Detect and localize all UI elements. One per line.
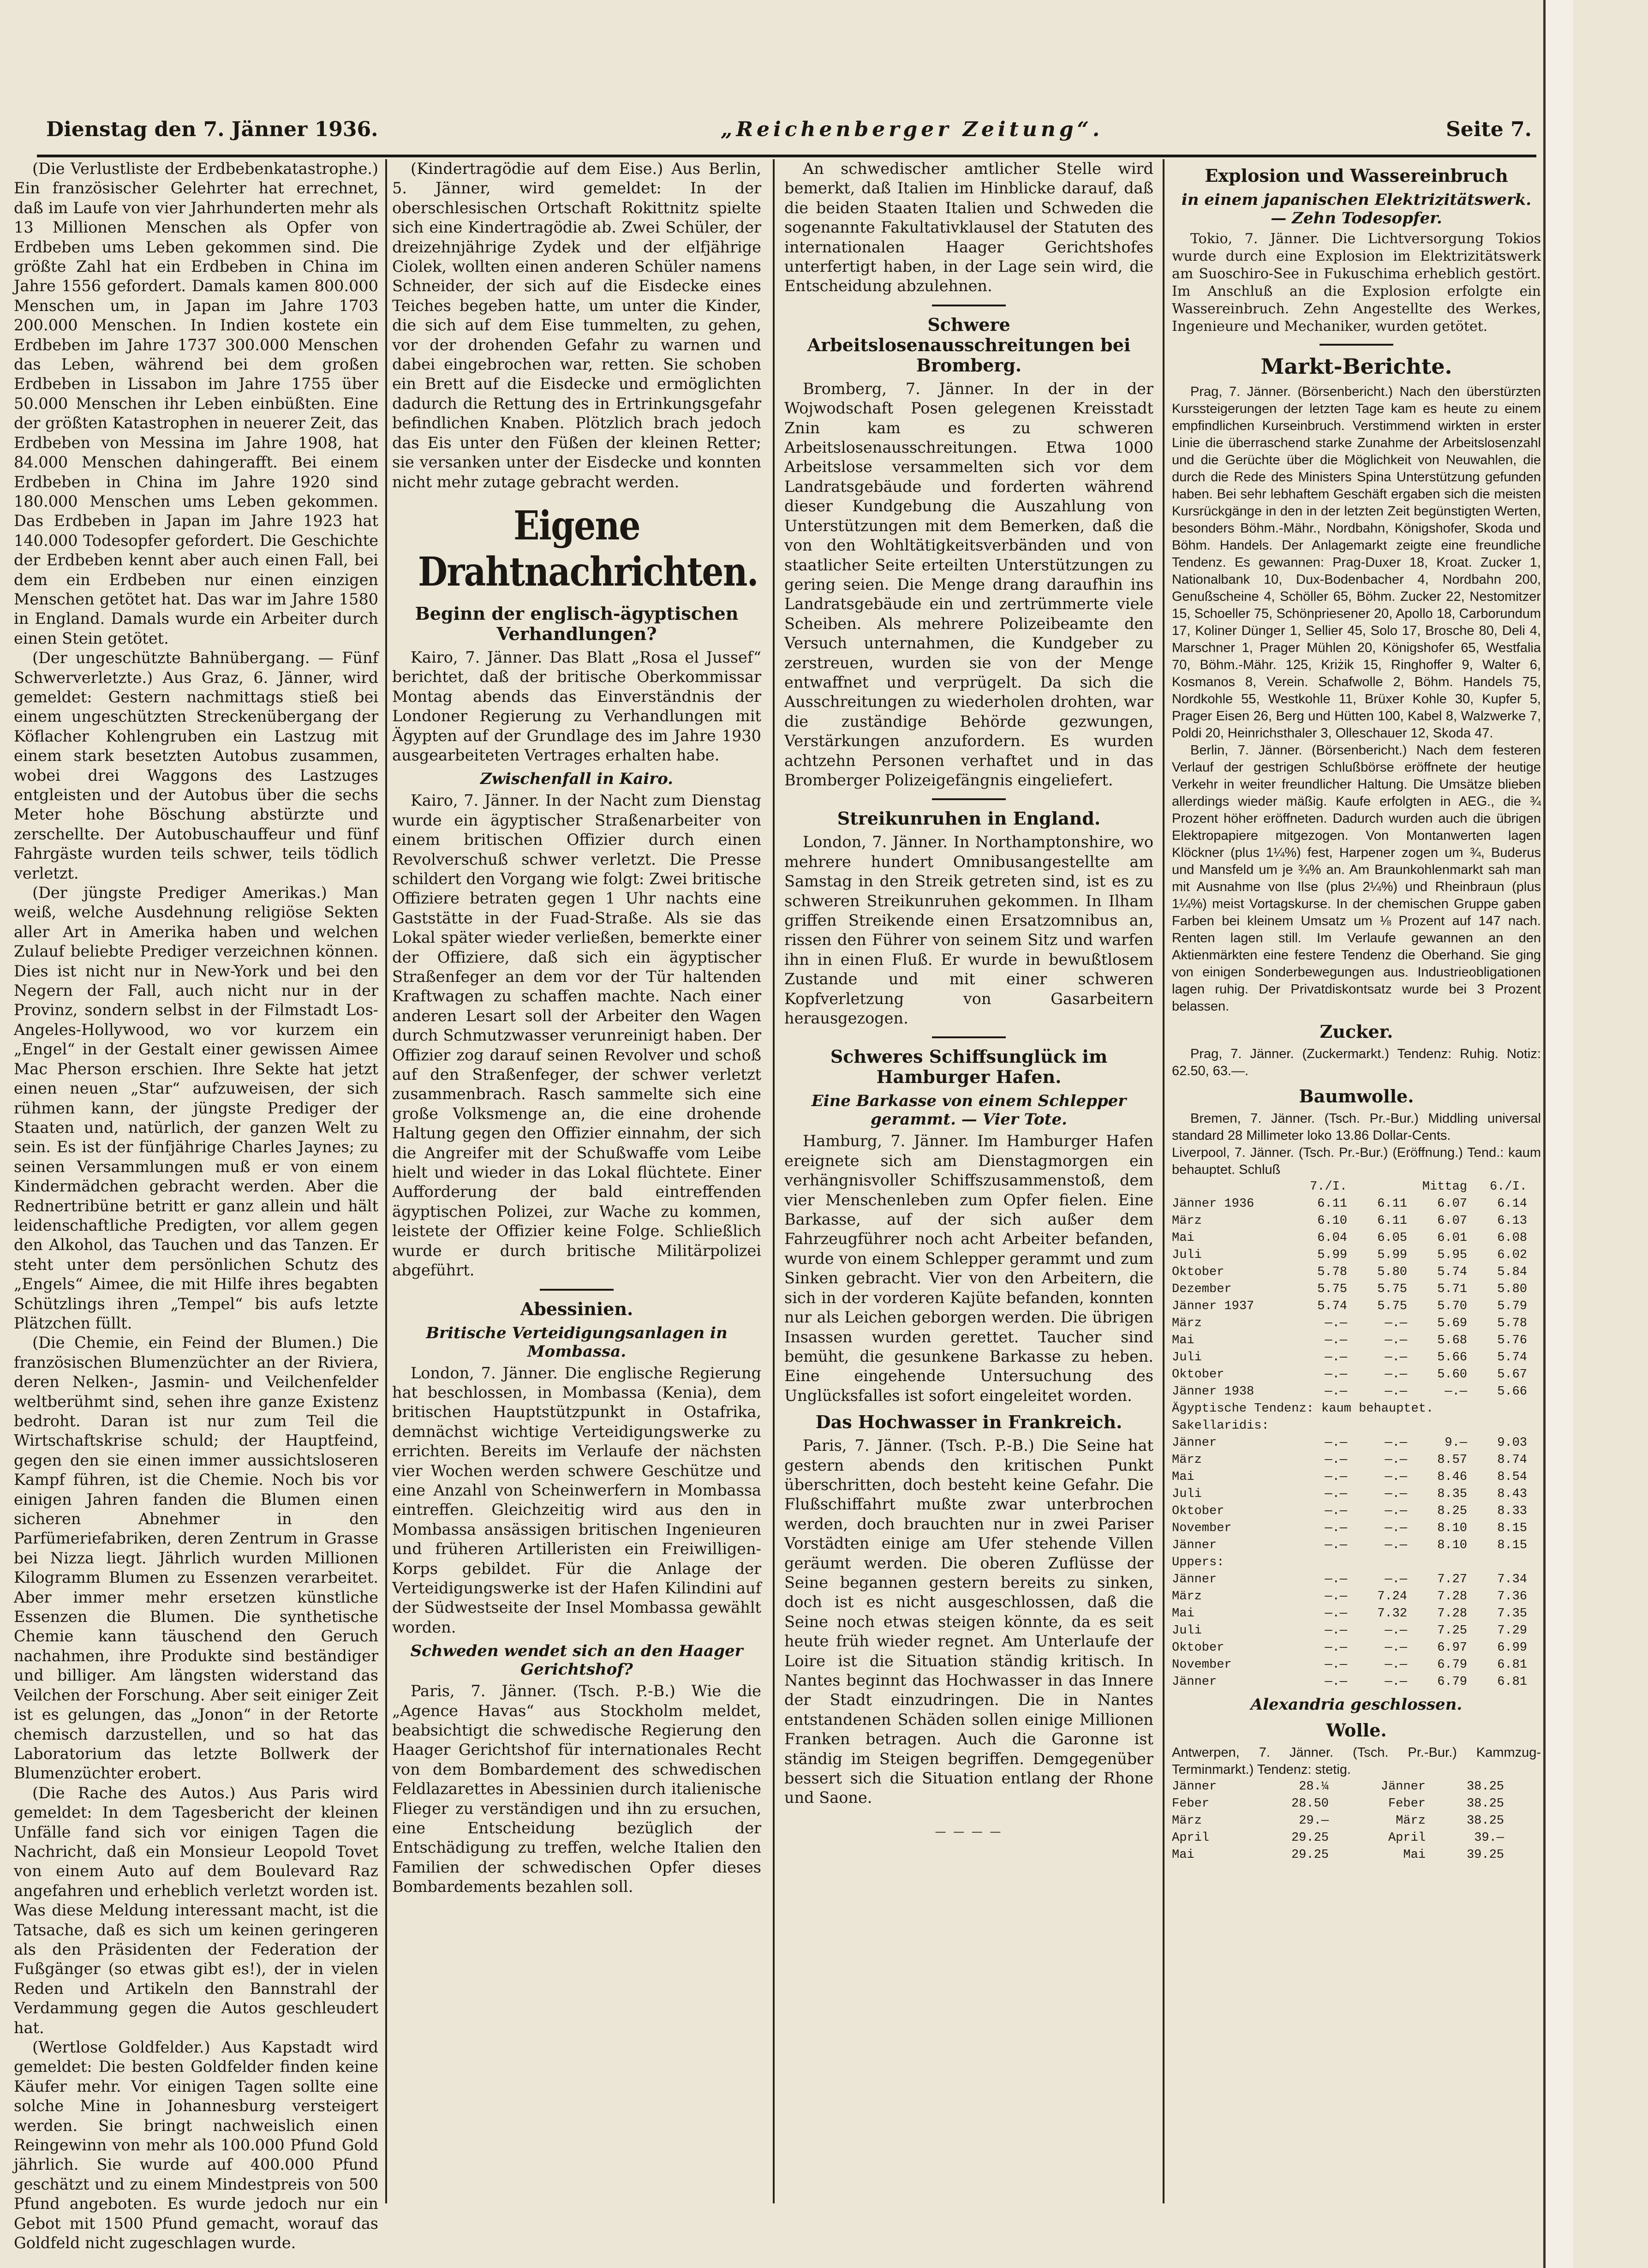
table-cell: Mai	[1172, 1607, 1194, 1621]
table-cell: April	[1388, 1831, 1426, 1845]
table-cell: 6.11	[1377, 1197, 1407, 1211]
article-mombasa: London, 7. Jänner. Die englische Regierung hat beschlossen, in Mombassa (Kenia), dem britischen Hauptstützpunkt in Ostafrika, demnächst wichtige Verteidigungswerke zu errichten. Bereits im Verlaufe der nächsten vier Wochen werden schwere Geschütze und eine Anzahl von Scheinwerfern in Mombassa eintreffen. Gleichzeitig wird aus den in Mombassa ansässigen britischen Ingenieuren und früheren Artilleristen ein Freiwilligen-Korps gebildet. Für die Anlage der Verteidigungswerke ist der Hafen Kilindini auf der Südwestseite der Insel Mombassa gewählt worden.	[392, 1364, 761, 1636]
table-cell: 8.46	[1437, 1470, 1467, 1484]
table-cell: 5.66	[1437, 1351, 1467, 1364]
alexandria-closed: Alexandria geschlossen.	[1250, 1695, 1463, 1714]
table-row	[1172, 1795, 1541, 1813]
table-cell: Juli	[1172, 1351, 1202, 1364]
table-cell: Jänner	[1172, 1538, 1217, 1552]
table-cell: 6.11	[1377, 1214, 1407, 1228]
table-row	[1172, 1435, 1541, 1452]
subheadline-schiff: Eine Barkasse von einem Schlepper gerammt. — Vier Tote.	[811, 1092, 1127, 1129]
table-row	[1172, 1622, 1541, 1640]
table-row	[1172, 1349, 1541, 1366]
sakel-table-body	[1172, 1435, 1541, 1554]
table-row	[1172, 1366, 1541, 1383]
table-row	[1172, 1813, 1541, 1830]
table-cell: 6.05	[1377, 1231, 1407, 1245]
table-cell: —.—	[1385, 1368, 1407, 1382]
table-cell: —.—	[1325, 1538, 1347, 1552]
table-row	[1172, 1196, 1541, 1213]
table-cell: —.—	[1385, 1504, 1407, 1518]
table-cell: Jänner 1938	[1172, 1385, 1254, 1399]
table-cell: 28.¼	[1299, 1780, 1329, 1794]
table-row	[1172, 1486, 1541, 1503]
page-header	[46, 111, 1532, 148]
table-cell: 8.74	[1497, 1453, 1527, 1467]
table-cell: 28.50	[1291, 1797, 1329, 1811]
liverpool-table-body	[1172, 1196, 1541, 1400]
table-cell: —.—	[1325, 1470, 1347, 1484]
table-cell: 6.99	[1497, 1641, 1527, 1655]
separator	[1320, 344, 1393, 346]
table-cell: 5.70	[1437, 1299, 1467, 1313]
table-cell: 29.25	[1291, 1848, 1329, 1862]
column-rule-2	[773, 159, 775, 2203]
table-cell: —.—	[1325, 1521, 1347, 1535]
table-row	[1172, 1452, 1541, 1469]
table-row	[1172, 1503, 1541, 1520]
table-cell: 5.74	[1437, 1265, 1467, 1279]
table-cell: —.—	[1385, 1624, 1407, 1638]
table-cell: —.—	[1385, 1453, 1407, 1467]
table-cell: 39.25	[1466, 1848, 1504, 1862]
table-cell: —.—	[1325, 1487, 1347, 1501]
table-cell: —.—	[1385, 1521, 1407, 1535]
table-cell: —.—	[1385, 1470, 1407, 1484]
table-cell: —.—	[1325, 1675, 1347, 1689]
table-row	[1172, 1469, 1541, 1486]
table-cell: 5.67	[1497, 1368, 1527, 1382]
table-cell: 6.11	[1317, 1197, 1347, 1211]
headline-hochwasser: Das Hochwasser in Frankreich.	[815, 1412, 1123, 1433]
headline-explosion: Explosion und Wassereinbruch	[1205, 165, 1508, 186]
table-cell: Mai	[1172, 1231, 1194, 1245]
column-1	[14, 159, 378, 2252]
table-cell: 8.10	[1437, 1538, 1467, 1552]
table-cell: 6.81	[1497, 1675, 1527, 1689]
table-cell: 6.01	[1437, 1231, 1467, 1245]
table-row	[1172, 1520, 1541, 1537]
table-cell: 5.75	[1377, 1299, 1407, 1313]
table-cell: —.—	[1325, 1317, 1347, 1330]
egypt-tendency-row: Ägyptische Tendenz: kaum behauptet.	[1172, 1402, 1434, 1416]
table-cell: 5.79	[1497, 1299, 1527, 1313]
column-end-mark: — — — —	[935, 1825, 1003, 1838]
table-cell: 38.25	[1466, 1814, 1504, 1828]
table-cell: 5.66	[1497, 1385, 1527, 1399]
table-cell: 6.81	[1497, 1658, 1527, 1672]
report-antwerpen: Antwerpen, 7. Jänner. (Tsch. Pr.-Bur.) Kammzug-Terminmarkt.) Tendenz: stetig.	[1172, 1745, 1541, 1777]
table-cell: 5.95	[1437, 1248, 1467, 1262]
table-cell: —.—	[1325, 1351, 1347, 1364]
table-cell: März	[1172, 1590, 1202, 1604]
table-cell: 5.74	[1497, 1351, 1527, 1364]
article-schiff: Hamburg, 7. Jänner. Im Hamburger Hafen ereignete sich am Dienstagmorgen ein verhängnisvoller Schiffszusammenstoß, dem vier Menschenleben zum Opfer fielen. Eine Barkasse, auf der sich außer dem Fahrzeugführer noch acht Arbeiter befanden, wurde von einem Schlepper gerammt und zum Sinken gebracht. Vier von den Arbeitern, die sich in der vorderen Kajüte befanden, konnten nur als Leichen geborgen werden. Die übrigen Insassen wurden gerettet. Taucher sind bemüht, die gesunkene Barkasse zu heben. Eine eingehende Untersuchung des Unglücksfalles ist sofort eingeleitet worden.	[784, 1132, 1153, 1405]
table-cell: April	[1172, 1831, 1210, 1845]
table-cell: 8.57	[1437, 1453, 1467, 1467]
headline-baumwolle: Baumwolle.	[1299, 1086, 1414, 1107]
headline-mombasa: Britische Verteidigungsanlagen in Mombassa.	[426, 1323, 728, 1361]
table-row	[1172, 1247, 1541, 1264]
table-cell: —.—	[1325, 1368, 1347, 1382]
table-cell: Jänner	[1172, 1436, 1217, 1450]
table-cell: 6.04	[1317, 1231, 1347, 1245]
table-cell: 8.54	[1497, 1470, 1527, 1484]
liverpool-table	[1172, 1179, 1541, 1691]
column-rule-1	[385, 159, 387, 2203]
table-cell: 6.13	[1497, 1214, 1527, 1228]
table-cell: März	[1172, 1814, 1202, 1828]
table-cell: 7.36	[1497, 1590, 1527, 1604]
table-cell: —.—	[1325, 1385, 1347, 1399]
table-cell: 5.78	[1497, 1317, 1527, 1330]
table-row	[1172, 1640, 1541, 1657]
table-cell: März	[1172, 1453, 1202, 1467]
table-row	[1172, 1230, 1541, 1247]
table-cell: Oktober	[1172, 1368, 1224, 1382]
table-cell: März	[1172, 1317, 1202, 1330]
table-cell: 5.80	[1497, 1282, 1527, 1296]
article-hochwasser: Paris, 7. Jänner. (Tsch. P.-B.) Die Seine hat gestern abends den kritischen Punkt überschritten, doch besteht keine Gefahr. Die Flußschiffahrt mußte zwar unterbrochen werden, doch brauchten nur in zwei Pariser Vorstädten einige am Ufer stehende Villen geräumt werden. Die oberen Zuflüsse der Seine begannen gestern bereits zu sinken, doch ist es nicht ausgeschlossen, daß die Seine noch etwas steigen könnte, da es seit heute früh wieder regnet. Am Unterlaufe der Loire ist die Situation ständig kritisch. In Nantes beginnt das Hochwasser in das Innere der Stadt einzudringen. Die in Nantes entstandenen Schäden sollen einige Millionen Franken betragen. Auch die Garonne ist ständig im Steigen begriffen. Demgegenüber bessert sich die Situation entlang der Rhone und Saone.	[784, 1436, 1153, 1807]
column-2	[392, 159, 761, 2203]
table-row	[1172, 1605, 1541, 1622]
table-cell: 9.—	[1445, 1436, 1467, 1450]
table-row	[1172, 1571, 1541, 1588]
table-cell: 6.10	[1317, 1214, 1347, 1228]
article-cairo: Kairo, 7. Jänner. In der Nacht zum Dienstag wurde ein ägyptischer Straßenarbeiter von einem britischen Offizier durch einen Revolverschuß schwer verletzt. Die Presse schildert den Vorgang wie folgt: Zwei britische Offiziere betraten gegen 1 Uhr nachts eine Gaststätte in der Fuad-Straße. Als sie das Lokal später wieder verließen, bemerkte einer der Offiziere, daß sich ein ägyptischer Straßenfeger an dem vor der Tür haltenden Kraftwagen zu schaffen machte. Nach einer anderen Lesart soll der Arbeiter den Wagen durch Schmutzwasser verunreinigt haben. Der Offizier zog darauf seinen Revolver und schoß auf den Straßenfeger, der schwer verletzt zusammenbrach. Rasch sammelte sich eine große Volksmenge an, die eine drohende Haltung gegen den Offizier einnahm, der sich die Angreifer mit der Schußwaffe vom Leibe hielt und wieder in das Lokal flüchtete. Einer Aufforderung der bald eintreffenden ägyptischen Polizei, zur Wache zu kommen, leistete der Offizier keine Folge. Schließlich wurde er durch britische Militärpolizei abgeführt.	[392, 791, 761, 1280]
table-cell: 6.08	[1497, 1231, 1527, 1245]
table-cell: 8.33	[1497, 1504, 1527, 1518]
table-cell: 5.60	[1437, 1368, 1467, 1382]
table-cell: —.—	[1385, 1351, 1407, 1364]
table-row	[1172, 1778, 1541, 1795]
headline-egypt: Beginn der englisch-ägyptischen Verhandlungen?	[415, 603, 739, 644]
table-cell: —.—	[1325, 1607, 1347, 1621]
sakel-head-row: Sakellaridis:	[1172, 1419, 1269, 1433]
headline-abessinien: Abessinien.	[520, 1298, 633, 1319]
table-cell: 8.10	[1437, 1521, 1467, 1535]
headline-zucker: Zucker.	[1320, 1021, 1393, 1042]
column-4	[1172, 159, 1541, 2203]
table-cell: 7.27	[1437, 1573, 1467, 1586]
table-cell: November	[1172, 1658, 1232, 1672]
table-cell: 5.99	[1317, 1248, 1347, 1262]
headline-streik: Streikunruhen in England.	[837, 808, 1101, 829]
table-cell: —.—	[1325, 1658, 1347, 1672]
table-cell: —.—	[1385, 1573, 1407, 1586]
table-cell: —.—	[1385, 1317, 1407, 1330]
headline-haag: Schweden wendet sich an den Haager Gerichtshof?	[410, 1642, 743, 1679]
table-cell: 38.25	[1466, 1780, 1504, 1794]
headline-schiff: Schweres Schiffsunglück im Hamburger Hafen.	[830, 1046, 1108, 1088]
table-cell: 5.75	[1377, 1282, 1407, 1296]
article-explosion: Tokio, 7. Jänner. Die Lichtversorgung Tokios wurde durch eine Explosion im Elektrizitätswerk am Suoschiro-See in Fukuschima erheblich gestört. Im Anschluß an die Explosion erfolgte ein Wassereinbruch. Zehn Angestellte des Werkes, Ingenieure und Mechaniker, wurden getötet.	[1172, 231, 1541, 335]
table-cell: Jänner	[1172, 1780, 1217, 1794]
table-cell: 6.79	[1437, 1658, 1467, 1672]
table-cell: —.—	[1325, 1573, 1347, 1586]
page-edge	[1543, 0, 1573, 2268]
table-row	[1172, 1315, 1541, 1332]
table-row	[1172, 1847, 1541, 1864]
header-page-number: Seite 7.	[1445, 117, 1532, 141]
table-cell: Jänner	[1172, 1675, 1217, 1689]
table-cell: 8.35	[1437, 1487, 1467, 1501]
headline-bromberg: Schwere Arbeitslosenausschreitungen bei Bromberg.	[807, 314, 1131, 376]
table-row	[1172, 1830, 1541, 1847]
table-cell: —.—	[1385, 1436, 1407, 1450]
table-cell: Mai	[1172, 1848, 1194, 1862]
table-cell: 7.24	[1377, 1590, 1407, 1604]
table-cell: Feber	[1172, 1797, 1210, 1811]
table-cell: 7.28	[1437, 1590, 1467, 1604]
table-cell: —.—	[1325, 1624, 1347, 1638]
article-goldfelder: (Wertlose Goldfelder.) Aus Kapstadt wird gemeldet: Die besten Goldfelder finden keine Käufer mehr. Vor einigen Tagen sollte eine solche Mine in Johannesburg versteigert werden. Sie bringt nachweislich einen Reingewinn von mehr als 100.000 Pfund Gold jährlich. Sie wurde auf 400.000 Pfund geschätzt und zu einem Mindestpreis von 500 Pfund angeboten. Es wurde jedoch nur ein Gebot mit 1500 Pfund gemacht, worauf das Goldfeld nicht zugeschlagen wurde.	[14, 2038, 378, 2252]
table-cell: —.—	[1385, 1538, 1407, 1552]
column-rule-3	[1163, 159, 1164, 2203]
table-cell: 5.69	[1437, 1317, 1467, 1330]
table-cell: 29.—	[1299, 1814, 1329, 1828]
column-3	[784, 159, 1153, 2203]
header-rule	[37, 155, 1536, 157]
header-date: Dienstag den 7. Jänner 1936.	[46, 117, 378, 141]
table-cell: Oktober	[1172, 1504, 1224, 1518]
separator	[932, 1036, 1006, 1038]
table-row	[1172, 1264, 1541, 1281]
table-cell: —.—	[1325, 1436, 1347, 1450]
headline-wolle: Wolle.	[1326, 1720, 1387, 1741]
report-prag-boerse: Prag, 7. Jänner. (Börsenbericht.) Nach den überstürzten Kurssteigerungen der letzten Tage kam es heute zu einem empfindlichen Kurseinbruch. Verstimmend wirkten in erster Linie die überraschend starke Zunahme der Arbeitslosenzahl und die Gerüchte über die Möglichkeit von Neuwahlen, die durch die Rede des Ministers Spina Unterstützung gefunden haben. Bei sehr lebhaftem Geschäft ergaben sich die meisten Kursrückgänge in den in der letzten Zeit begünstigten Werten, besonders Böhm.-Mähr., Nordbahn, Königshofer, Skoda und Böhm. Handels. Der Anlagemarkt zeigte eine freundliche Tendenz. Es gewannen: Prag-Duxer 18, Kroat. Zucker 1, Nationalbank 10, Dux-Bodenbacher 4, Nordbahn 200, Genußscheine 4, Schöller 65, Böhm. Zucker 22, Nestomitzer 15, Schoeller 75, Schönpriesener 20, Apollo 18, Carborundum 17, Koliner Dünger 1, Sellier 45, Solo 17, Brosche 80, Deli 4, Marschner 1, Prager Mühlen 20, Königshofer 65, Westfalia 70, Böhm.-Mähr. 125, Kriżik 15, Ringhoffer 9, Walter 6, Kosmanos 8, Verein. Schafwolle 2, Böhm. Handels 75, Nordkohle 55, Westkohle 11, Brüxer Kohle 30, Kupfer 5, Prager Eisen 26, Berg und Hütten 100, Kabel 8, Walzwerke 7, Poldi 20, Heinrichsthaler 3, Olleschauer 12, Skoda 47.	[1172, 384, 1541, 741]
table-cell: Jänner 1936	[1172, 1197, 1254, 1211]
table-cell: 7.29	[1497, 1624, 1527, 1638]
article-streik: London, 7. Jänner. In Northamptonshire, wo mehrere hundert Omnibusangestellte am Samstag in den Streik getreten sind, ist es zu schweren Streikunruhen gekommen. In Ilham griffen Streikende einen Ersatzomnibus an, rissen den Führer von seinem Sitz und warfen ihn in einen Fluß. Er wurde in bewußtlosem Zustande und mit einer schweren Kopfverletzung von Gasarbeitern herausgezogen.	[784, 833, 1153, 1028]
table-cell: 5.99	[1377, 1248, 1407, 1262]
table-cell: —.—	[1385, 1641, 1407, 1655]
table-cell: 5.76	[1497, 1334, 1527, 1347]
table-cell: 6.07	[1437, 1214, 1467, 1228]
table-cell: 38.25	[1466, 1797, 1504, 1811]
table-cell: Juli	[1172, 1624, 1202, 1638]
report-bremen: Bremen, 7. Jänner. (Tsch. Pr.-Bur.) Middling universal standard 28 Millimeter loko 13.86 Dollar-Cents.	[1172, 1111, 1541, 1143]
table-cell: 5.84	[1497, 1265, 1527, 1279]
table-cell: —.—	[1385, 1385, 1407, 1399]
table-cell: 5.71	[1437, 1282, 1467, 1296]
table-row	[1172, 1674, 1541, 1691]
table-cell: —.—	[1325, 1641, 1347, 1655]
table-cell: 6.02	[1497, 1248, 1527, 1262]
table-cell: 8.15	[1497, 1538, 1527, 1552]
table-cell: Juli	[1172, 1248, 1202, 1262]
table-cell: 5.74	[1317, 1299, 1347, 1313]
report-berlin-boerse: Berlin, 7. Jänner. (Börsenbericht.) Nach dem festeren Verlauf der gestrigen Schlußbörse eröffnete der heutige Verkehr in weiter freundlicher Haltung. Die Umsätze blieben allerdings wieder mäßig. Kaufe erfolgten in AEG., die ¾ Prozent höher eröffneten. Dadurch wurden auch die übrigen Elektropapiere mitgezogen. Von Montanwerten lagen Klöckner (plus 1¼%) fest, Harpener zogen um ¾, Buderus und Mansfeld um je ¾% an. Am Braunkohlenmarkt sah man mit Ausnahme von Ilse (plus 2¼%) und Rheinbraun (plus 1¼%) meist Vortagskurse. In der chemischen Gruppe gaben Farben bei kleinem Umsatz um ⅛ Prozent auf 147 nach. Renten lagen still. Im Verlaufe gewannen an den Aktienmärkten eine festere Tendenz die Oberhand. Sie ging von einigen Sonderbewegungen aus. Industrieobligationen lagen ruhig. Der Privatdiskontsatz wurde bei 3 Prozent belassen.	[1172, 743, 1541, 1014]
separator	[932, 305, 1006, 306]
report-liverpool: Liverpool, 7. Jänner. (Tsch. Pr.-Bur.) (Eröffnung.) Tend.: kaum behauptet. Schluß	[1172, 1145, 1541, 1177]
article-haag-cont: An schwedischer amtlicher Stelle wird bemerkt, daß Italien im Hinblicke darauf, daß die beiden Staaten Italien und Schweden die sogenannte Fakultativklausel der Statuten des internationalen Haager Gerichtshofes unterfertigt haben, in der Lage sein wird, die Entscheidung abzulehnen.	[784, 160, 1153, 295]
table-cell: März	[1396, 1814, 1426, 1828]
table-cell: —.—	[1325, 1453, 1347, 1467]
table-cell: 8.43	[1497, 1487, 1527, 1501]
article-bahnuebergang: (Der ungeschützte Bahnübergang. — Fünf Schwerverletzte.) Aus Graz, 6. Jänner, wird gemeldet: Gestern nachmittags stieß bei einem ungeschützten Streckenübergang der Köflacher Kohlengruben ein Lastzug mit einem stark besetzten Autobus zusammen, wobei drei Waggons des Lastzuges entgleisten und der Autobus über die sechs Meter hohe Böschung abstürzte und zerschellte. Der Autobuschauffeur und fünf Fahrgäste wurden teils schwer, teils tödlich verletzt.	[14, 649, 378, 882]
article-bromberg: Bromberg, 7. Jänner. In der in der Wojwodschaft Posen gelegenen Kreisstadt Znin kam es zu schweren Arbeitslosenausschreitungen. Etwa 1000 Arbeitslose versammelten sich vor dem Landratsgebäude und forderten während dieser Kundgebung die Auszahlung von Unterstützungen mit dem Bemerken, daß die von den Wohltätigkeitsverbänden und von staatlicher Seite erteilten Unterstützungen zu gering seien. Die Menge drang daraufhin ins Landratsgebäude ein und zertrümmerte viele Scheiben. Als mehrere Polizeibeamte den Versuch unternahmen, die Kundgeber zu zerstreuen, wurden sie von der Menge entwaffnet und verprügelt. Da sich die Ausschreitungen zu wiederholen drohten, war die zuständige Behörde gezwungen, Verstärkungen anzufordern. Es wurden achtzehn Personen verhaftet und in das Bromberger Polizeigefängnis eingeliefert.	[784, 379, 1153, 789]
report-zucker: Prag, 7. Jänner. (Zuckermarkt.) Tendenz: Ruhig. Notiz: 62.50, 63.—.	[1172, 1047, 1541, 1078]
table-cell: 7.34	[1497, 1573, 1527, 1586]
article-chemie: (Die Chemie, ein Feind der Blumen.) Die französischen Blumenzüchter an der Riviera, deren Nelken-, Jasmin- und Veilchenfelder weltberühmt sind, sehen ihre ganze Existenz bedroht. Daran ist nur zum Teil die Wirtschaftskrise schuld; der Hauptfeind, gegen den sie einen immer aussichtsloseren Kampf führen, ist die Chemie. Noch bis vor einigen Jahren fanden die Blumen einen sicheren Abnehmer in den Parfümeriefabriken, deren Zentrum in Grasse bei Nizza liegt. Jährlich wurden Millionen Kilogramm Blumen zu Essenzen verarbeitet. Aber immer mehr ersetzen künstliche Essenzen die Blumen. Die synthetische Chemie kann täuschend den Geruch nachahmen, ihre Produkte sind beständiger und billiger. Am längsten widerstand das Veilchen der Forschung. Aber seit einiger Zeit ist es gelungen, das „Jonon“ in der Retorte chemisch darzustellen, und so hat das Laboratorium das letzte Bollwerk der Blumenzüchter erobert.	[14, 1334, 378, 1783]
table-cell: 6.07	[1437, 1197, 1467, 1211]
table-cell: —.—	[1325, 1504, 1347, 1518]
headline-cairo: Zwischenfall in Kairo.	[480, 770, 674, 789]
table-cell: Mai	[1403, 1848, 1426, 1862]
table-cell: Juli	[1172, 1487, 1202, 1501]
table-cell: —.—	[1445, 1385, 1467, 1399]
article-prediger: (Der jüngste Prediger Amerikas.) Man weiß, welche Ausdehnung religiöse Sekten aller Art in Amerika haben und welchen Zulauf beliebte Prediger verzeichnen können. Dies ist nicht nur in New-York und bei den Negern der Fall, auch nicht nur in der Provinz, sondern selbst in der Filmstadt Los-Angeles-Hollywood, wo vor kurzem ein „Engel“ in der Gestalt einer gewissen Aimee Mac Pherson erschien. Ihre Sekte hat jetzt einen neuen „Star“ aufzuweisen, der sich rühmen kann, der jüngste Prediger der Staaten und, natürlich, der ganzen Welt zu sein. Es ist der fünfjährige Charles Jaynes; zu seinen Versammlungen muß er von einem Kindermädchen gebracht werden. Aber die Rednertribüne betritt er ganz allein und hält leidenschaftliche Predigten, vor allem gegen den Alkohol, das Tauchen und das Tanzen. Er steht unter dem persönlichen Schutz des „Engels“ Aimee, die mit Hilfe ihres begabten Schützlings ihren „Tempel“ bis aufs letzte Plätzchen füllt.	[14, 884, 378, 1332]
headline-marktberichte: Markt-Berichte.	[1260, 354, 1452, 379]
table-cell: Dezember	[1172, 1282, 1232, 1296]
table-cell: Jänner	[1172, 1573, 1217, 1586]
table-cell: 7.25	[1437, 1624, 1467, 1638]
table-cell: 7.32	[1377, 1607, 1407, 1621]
table-cell: Mai	[1172, 1470, 1194, 1484]
table-cell: —.—	[1385, 1334, 1407, 1347]
table-cell: —.—	[1385, 1487, 1407, 1501]
table-cell: 29.25	[1291, 1831, 1329, 1845]
separator	[540, 1289, 614, 1291]
table-row	[1172, 1332, 1541, 1349]
table-cell: 7.28	[1437, 1607, 1467, 1621]
table-cell: 39.—	[1474, 1831, 1504, 1845]
subheadline-explosion: in einem japanischen Elektrizitätswerk. — Zehn Todesopfer.	[1181, 191, 1532, 227]
table-row	[1172, 1298, 1541, 1315]
article-kindertragoedie: (Kindertragödie auf dem Eise.) Aus Berlin, 5. Jänner, wird gemeldet: In der oberschlesischen Ortschaft Rokittnitz spielte sich eine Kindertragödie ab. Zwei Schüler, der dreizehnjährige Zydek und der elfjährige Ciolek, wollten einen anderen Schüler namens Schneider, der sich auf die Eisdecke eines Teiches begeben hatte, um unter die Kinder, die sich auf dem Eise tummelten, zu gehen, vor der drohenden Gefahr zu warnen und dabei eingebrochen war, retten. Sie schoben ein Brett auf die Eisdecke und ermöglichten dadurch die Rettung des in Ertrinkungsgefahr befindlichen Knaben. Plötzlich brach jedoch das Eis unter den Füßen der kleinen Retter; sie versanken unter der Eisdecke und konnten nicht mehr zutage gebracht werden.	[392, 160, 761, 491]
table-row	[1172, 1383, 1541, 1400]
table-cell: 5.68	[1437, 1334, 1467, 1347]
table-cell: 5.78	[1317, 1265, 1347, 1279]
article-egypt: Kairo, 7. Jänner. Das Blatt „Rosa el Jussef“ berichtet, daß der britische Oberkommissar Montag abends das Einverständnis der Londoner Regierung zu Verhandlungen mit Ägypten auf der Grundlage des im Jahre 1930 ausgearbeiteten Vertrages erhalten habe.	[392, 648, 761, 764]
table-cell: Oktober	[1172, 1265, 1224, 1279]
table-cell: 5.80	[1377, 1265, 1407, 1279]
table-row	[1172, 1213, 1541, 1230]
table-cell: —.—	[1325, 1334, 1347, 1347]
table-header-row: 7./I. Mittag 6./I.	[1309, 1180, 1527, 1194]
table-cell: 6.97	[1437, 1641, 1467, 1655]
table-cell: Jänner	[1380, 1780, 1426, 1794]
table-cell: November	[1172, 1521, 1232, 1535]
table-row	[1172, 1281, 1541, 1298]
article-erdbeben: (Die Verlustliste der Erdbebenkatastrophe.) Ein französischer Gelehrter hat errechnet, daß im Laufe von vier Jahrhunderten mehr als 13 Millionen Menschen als Opfer von Erdbeben ums Leben gekommen sind. Die größte Zahl hat ein Erdbeben in China im Jahre 1556 gefordert. Damals kamen 800.000 Menschen um, in Japan im Jahre 1703 200.000 Menschen. In Indien kostete ein Erdbeben im Jahre 1737 300.000 Menschen das Leben, während bei dem großen Erdbeben in Lissabon im Jahre 1755 über 50.000 Menschen ihr Leben einbüßten. Eine der größten Katastrophen in neuerer Zeit, das Erdbeben von Messina im Jahre 1908, hat 84.000 Menschen dahingerafft. Bei einem Erdbeben in China im Jahre 1920 sind 180.000 Menschen ums Leben gekommen. Das Erdbeben in Japan im Jahre 1923 hat 140.000 Todesopfer gefordert. Die Geschichte der Erdbeben kennt aber auch einen Fall, bei dem ein Erdbeben nur einen einzigen Menschen getötet hat. Das war im Jahre 1580 in England. Damals wurde ein Arbeiter durch einen Stein getötet.	[14, 160, 378, 647]
table-cell: Mai	[1172, 1334, 1194, 1347]
upper-table-body	[1172, 1571, 1541, 1691]
table-row	[1172, 1537, 1541, 1554]
table-row	[1172, 1588, 1541, 1605]
table-cell: —.—	[1385, 1675, 1407, 1689]
table-cell: —.—	[1325, 1590, 1347, 1604]
separator	[932, 798, 1006, 800]
upper-head-row: Uppers:	[1172, 1556, 1224, 1569]
table-cell: März	[1172, 1214, 1202, 1228]
table-cell: 7.35	[1497, 1607, 1527, 1621]
article-haag: Paris, 7. Jänner. (Tsch. P.-B.) Wie die „Agence Havas“ aus Stockholm meldet, beabsichtigt die schwedische Regierung den Haager Gerichtshof für internationales Recht von dem Bombardement des schwedischen Feldlazarettes in Abessinien durch italienische Flieger zu verständigen und ihn zu ersuchen, eine Entscheidung bezüglich der Entschädigung zu treffen, welche Italien den Familien der schwedischen Opfer dieses Bombardements bezahlen soll.	[392, 1682, 761, 1896]
table-cell: 9.03	[1497, 1436, 1527, 1450]
table-row	[1172, 1657, 1541, 1674]
table-cell: Feber	[1388, 1797, 1426, 1811]
header-masthead: „Reichenberger Zeitung“.	[721, 117, 1104, 141]
table-cell: 8.15	[1497, 1521, 1527, 1535]
table-cell: 6.79	[1437, 1675, 1467, 1689]
table-cell: Jänner 1937	[1172, 1299, 1254, 1313]
table-cell: 8.25	[1437, 1504, 1467, 1518]
table-cell: 6.14	[1497, 1197, 1527, 1211]
table-cell: —.—	[1385, 1658, 1407, 1672]
wolle-table	[1172, 1778, 1541, 1864]
section-banner-drahtnachrichten: Eigene Drahtnachrichten.	[418, 502, 758, 595]
article-rache-autos: (Die Rache des Autos.) Aus Paris wird gemeldet: In dem Tagesbericht der kleinen Unfälle fand sich vor einigen Tagen die Nachricht, daß ein Monsieur Leopold Tovet von einem Auto auf dem Boulevard Raz angefahren und erheblich verletzt worden ist. Was diese Meldung interessant macht, ist die Tatsache, daß es sich um keinen geringeren als den Präsidenten der Federation der Fußgänger (so etwas gibt es!), der in vielen Reden und Artikeln den Bannstrahl der Verdammung gegen die Autos geschleudert hat.	[14, 1783, 378, 2037]
table-cell: Oktober	[1172, 1641, 1224, 1655]
table-cell: 5.75	[1317, 1282, 1347, 1296]
